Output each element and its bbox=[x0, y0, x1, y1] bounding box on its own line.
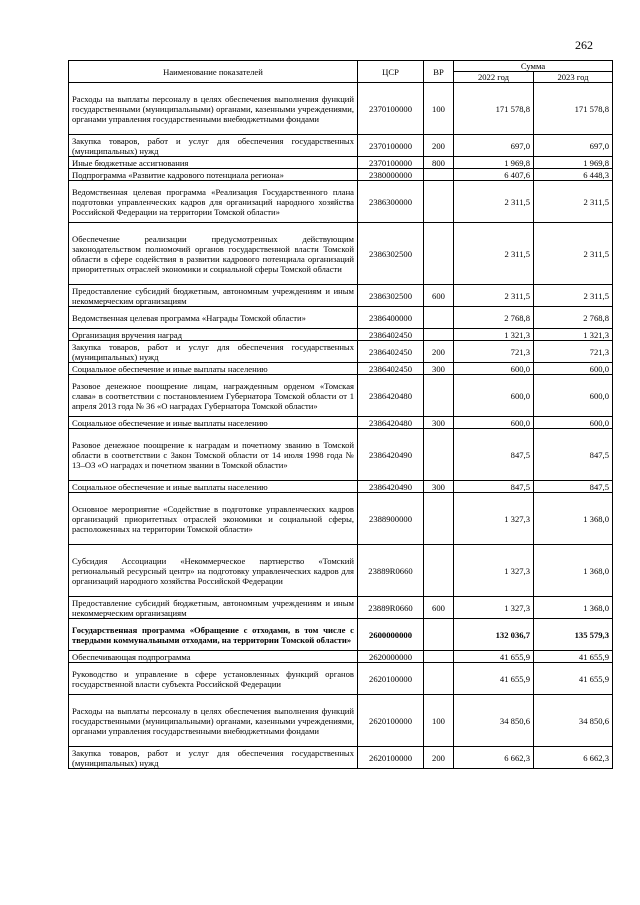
table-row bbox=[69, 651, 613, 663]
row-value-2022: 41 655,9 bbox=[454, 651, 534, 663]
header-vr: ВР bbox=[424, 61, 454, 83]
table-row bbox=[69, 663, 613, 695]
row-value-2022: 847,5 bbox=[454, 481, 534, 493]
table-row bbox=[69, 135, 613, 157]
row-vr bbox=[424, 545, 454, 597]
row-value-2023: 6 448,3 bbox=[534, 169, 613, 181]
row-csr: 2386400000 bbox=[358, 307, 424, 329]
row-value-2023: 6 662,3 bbox=[534, 747, 613, 769]
row-csr: 2380000000 bbox=[358, 169, 424, 181]
row-value-2023: 1 969,8 bbox=[534, 157, 613, 169]
row-value-2022: 721,3 bbox=[454, 341, 534, 363]
row-vr bbox=[424, 429, 454, 481]
row-value-2022: 847,5 bbox=[454, 429, 534, 481]
row-value-2022: 2 311,5 bbox=[454, 181, 534, 223]
row-value-2023: 847,5 bbox=[534, 429, 613, 481]
row-name: Ведомственная целевая программа «Реализация Государственного плана подготовки управленческих кадров для организаций народного хозяйства Российской Федерации на территории Томской области» bbox=[69, 181, 358, 223]
row-name: Предоставление субсидий бюджетным, автономным учреждениям и иным некоммерческим организациям bbox=[69, 597, 358, 619]
row-value-2022: 41 655,9 bbox=[454, 663, 534, 695]
header-2022: 2022 год bbox=[454, 72, 534, 83]
row-value-2023: 34 850,6 bbox=[534, 695, 613, 747]
header-csr: ЦСР bbox=[358, 61, 424, 83]
header-2023: 2023 год bbox=[534, 72, 613, 83]
row-value-2023: 2 768,8 bbox=[534, 307, 613, 329]
row-csr: 2386420480 bbox=[358, 375, 424, 417]
row-csr: 2386402450 bbox=[358, 329, 424, 341]
row-vr bbox=[424, 619, 454, 651]
page-number: 262 bbox=[575, 38, 593, 52]
row-csr: 2388900000 bbox=[358, 493, 424, 545]
row-name: Руководство и управление в сфере установленных функций органов государственной власти субъекта Российской Федерации bbox=[69, 663, 358, 695]
row-value-2022: 2 311,5 bbox=[454, 223, 534, 285]
row-vr: 100 bbox=[424, 695, 454, 747]
row-value-2022: 600,0 bbox=[454, 363, 534, 375]
row-value-2022: 171 578,8 bbox=[454, 83, 534, 135]
row-vr: 300 bbox=[424, 363, 454, 375]
row-csr: 2620100000 bbox=[358, 695, 424, 747]
row-vr bbox=[424, 493, 454, 545]
row-name: Социальное обеспечение и иные выплаты населению bbox=[69, 363, 358, 375]
row-csr: 2600000000 bbox=[358, 619, 424, 651]
row-value-2023: 1 368,0 bbox=[534, 545, 613, 597]
row-csr: 23889R0660 bbox=[358, 545, 424, 597]
row-csr: 2620100000 bbox=[358, 747, 424, 769]
row-vr bbox=[424, 651, 454, 663]
row-value-2023: 600,0 bbox=[534, 417, 613, 429]
row-value-2023: 697,0 bbox=[534, 135, 613, 157]
table-row bbox=[69, 481, 613, 493]
table-row bbox=[69, 157, 613, 169]
row-csr: 2386420490 bbox=[358, 429, 424, 481]
row-value-2023: 1 368,0 bbox=[534, 597, 613, 619]
row-value-2022: 6 407,6 bbox=[454, 169, 534, 181]
budget-table bbox=[68, 60, 613, 769]
row-value-2023: 2 311,5 bbox=[534, 181, 613, 223]
row-vr: 200 bbox=[424, 341, 454, 363]
row-vr: 200 bbox=[424, 135, 454, 157]
table-row bbox=[69, 429, 613, 481]
row-value-2022: 2 768,8 bbox=[454, 307, 534, 329]
row-value-2023: 2 311,5 bbox=[534, 285, 613, 307]
row-value-2022: 600,0 bbox=[454, 417, 534, 429]
table-row bbox=[69, 747, 613, 769]
row-value-2022: 132 036,7 bbox=[454, 619, 534, 651]
row-vr: 300 bbox=[424, 417, 454, 429]
row-csr: 2386402450 bbox=[358, 363, 424, 375]
header-sum: Сумма bbox=[454, 61, 613, 72]
row-value-2022: 600,0 bbox=[454, 375, 534, 417]
row-csr: 2386420490 bbox=[358, 481, 424, 493]
row-vr: 100 bbox=[424, 83, 454, 135]
table-row bbox=[69, 493, 613, 545]
row-vr: 800 bbox=[424, 157, 454, 169]
row-value-2023: 600,0 bbox=[534, 375, 613, 417]
row-value-2022: 1 969,8 bbox=[454, 157, 534, 169]
row-value-2023: 41 655,9 bbox=[534, 651, 613, 663]
row-name: Закупка товаров, работ и услуг для обеспечения государственных (муниципальных) нужд bbox=[69, 135, 358, 157]
row-vr bbox=[424, 329, 454, 341]
row-name: Иные бюджетные ассигнования bbox=[69, 157, 358, 169]
row-csr: 2386302500 bbox=[358, 223, 424, 285]
row-name: Разовое денежное поощрение лицам, награжденным орденом «Томская слава» в соответствии с постановлением Губернатора Томской области от 1 апреля 2013 года № 36 «О наградах Губернатора Томской области» bbox=[69, 375, 358, 417]
row-vr bbox=[424, 307, 454, 329]
row-vr bbox=[424, 375, 454, 417]
row-csr: 2370100000 bbox=[358, 83, 424, 135]
row-name: Социальное обеспечение и иные выплаты населению bbox=[69, 481, 358, 493]
row-name: Субсидия Ассоциации «Некоммерческое партнерство «Томский региональный ресурсный центр» на подготовку управленческих кадров для организаций народного хозяйства Российской Федерации bbox=[69, 545, 358, 597]
table-row bbox=[69, 695, 613, 747]
row-vr: 300 bbox=[424, 481, 454, 493]
row-csr: 2386300000 bbox=[358, 181, 424, 223]
row-csr: 2620100000 bbox=[358, 663, 424, 695]
row-vr: 600 bbox=[424, 597, 454, 619]
table-row bbox=[69, 223, 613, 285]
table-row bbox=[69, 83, 613, 135]
table-row bbox=[69, 329, 613, 341]
row-csr: 2370100000 bbox=[358, 135, 424, 157]
row-name: Основное мероприятие «Содействие в подготовке управленческих кадров организаций приоритетных отраслей экономики и социальной сферы, расположенных на территории Томской области» bbox=[69, 493, 358, 545]
row-value-2023: 1 321,3 bbox=[534, 329, 613, 341]
row-name: Ведомственная целевая программа «Награды Томской области» bbox=[69, 307, 358, 329]
table-row bbox=[69, 545, 613, 597]
row-value-2023: 135 579,3 bbox=[534, 619, 613, 651]
row-value-2023: 171 578,8 bbox=[534, 83, 613, 135]
row-value-2023: 721,3 bbox=[534, 341, 613, 363]
row-value-2023: 1 368,0 bbox=[534, 493, 613, 545]
table-row bbox=[69, 619, 613, 651]
row-name: Расходы на выплаты персоналу в целях обеспечения выполнения функций государственными (муниципальными) органами, казенными учреждениями, органами управления государственными внебюджетными фондами bbox=[69, 83, 358, 135]
row-csr: 2386302500 bbox=[358, 285, 424, 307]
row-name: Расходы на выплаты персоналу в целях обеспечения выполнения функций государственными (муниципальными) органами, казенными учреждениями, органами управления государственными внебюджетными фондами bbox=[69, 695, 358, 747]
row-name: Государственная программа «Обращение с отходами, в том числе с твердыми коммунальными отходами, на территории Томской области» bbox=[69, 619, 358, 651]
row-csr: 2620000000 bbox=[358, 651, 424, 663]
header-name: Наименование показателей bbox=[69, 61, 358, 83]
row-csr: 2386420480 bbox=[358, 417, 424, 429]
table-row bbox=[69, 169, 613, 181]
row-value-2022: 1 327,3 bbox=[454, 597, 534, 619]
row-name: Разовое денежное поощрение к наградам и почетному званию в Томской области в соответствии с Закон Томской области от 14 июля 1998 года № 13–ОЗ «О наградах и почетном звании в Томской области» bbox=[69, 429, 358, 481]
table-row bbox=[69, 285, 613, 307]
row-value-2022: 6 662,3 bbox=[454, 747, 534, 769]
row-vr: 200 bbox=[424, 747, 454, 769]
row-vr: 600 bbox=[424, 285, 454, 307]
row-value-2023: 41 655,9 bbox=[534, 663, 613, 695]
row-name: Закупка товаров, работ и услуг для обеспечения государственных (муниципальных) нужд bbox=[69, 747, 358, 769]
row-csr: 23889R0660 bbox=[358, 597, 424, 619]
row-value-2022: 1 321,3 bbox=[454, 329, 534, 341]
table-row bbox=[69, 307, 613, 329]
row-name: Организация вручения наград bbox=[69, 329, 358, 341]
row-value-2022: 697,0 bbox=[454, 135, 534, 157]
row-name: Социальное обеспечение и иные выплаты населению bbox=[69, 417, 358, 429]
table-row bbox=[69, 597, 613, 619]
row-name: Закупка товаров, работ и услуг для обеспечения государственных (муниципальных) нужд bbox=[69, 341, 358, 363]
row-name: Подпрограмма «Развитие кадрового потенциала региона» bbox=[69, 169, 358, 181]
table-row bbox=[69, 417, 613, 429]
row-value-2023: 600,0 bbox=[534, 363, 613, 375]
table-row bbox=[69, 363, 613, 375]
row-name: Обеспечение реализации предусмотренных действующим законодательством полномочий органов государственной власти Томской области в сфере содействия в развитии кадрового потенциала организаций приоритетных отраслей экономики и социальной сферы Томской области bbox=[69, 223, 358, 285]
row-value-2022: 2 311,5 bbox=[454, 285, 534, 307]
row-vr bbox=[424, 223, 454, 285]
row-value-2022: 1 327,3 bbox=[454, 545, 534, 597]
row-vr bbox=[424, 181, 454, 223]
row-name: Предоставление субсидий бюджетным, автономным учреждениям и иным некоммерческим организациям bbox=[69, 285, 358, 307]
row-value-2022: 1 327,3 bbox=[454, 493, 534, 545]
row-vr bbox=[424, 169, 454, 181]
row-csr: 2386402450 bbox=[358, 341, 424, 363]
row-name: Обеспечивающая подпрограмма bbox=[69, 651, 358, 663]
table-row bbox=[69, 341, 613, 363]
row-csr: 2370100000 bbox=[358, 157, 424, 169]
table-row bbox=[69, 181, 613, 223]
table-row bbox=[69, 375, 613, 417]
row-value-2022: 34 850,6 bbox=[454, 695, 534, 747]
row-vr bbox=[424, 663, 454, 695]
row-value-2023: 2 311,5 bbox=[534, 223, 613, 285]
row-value-2023: 847,5 bbox=[534, 481, 613, 493]
